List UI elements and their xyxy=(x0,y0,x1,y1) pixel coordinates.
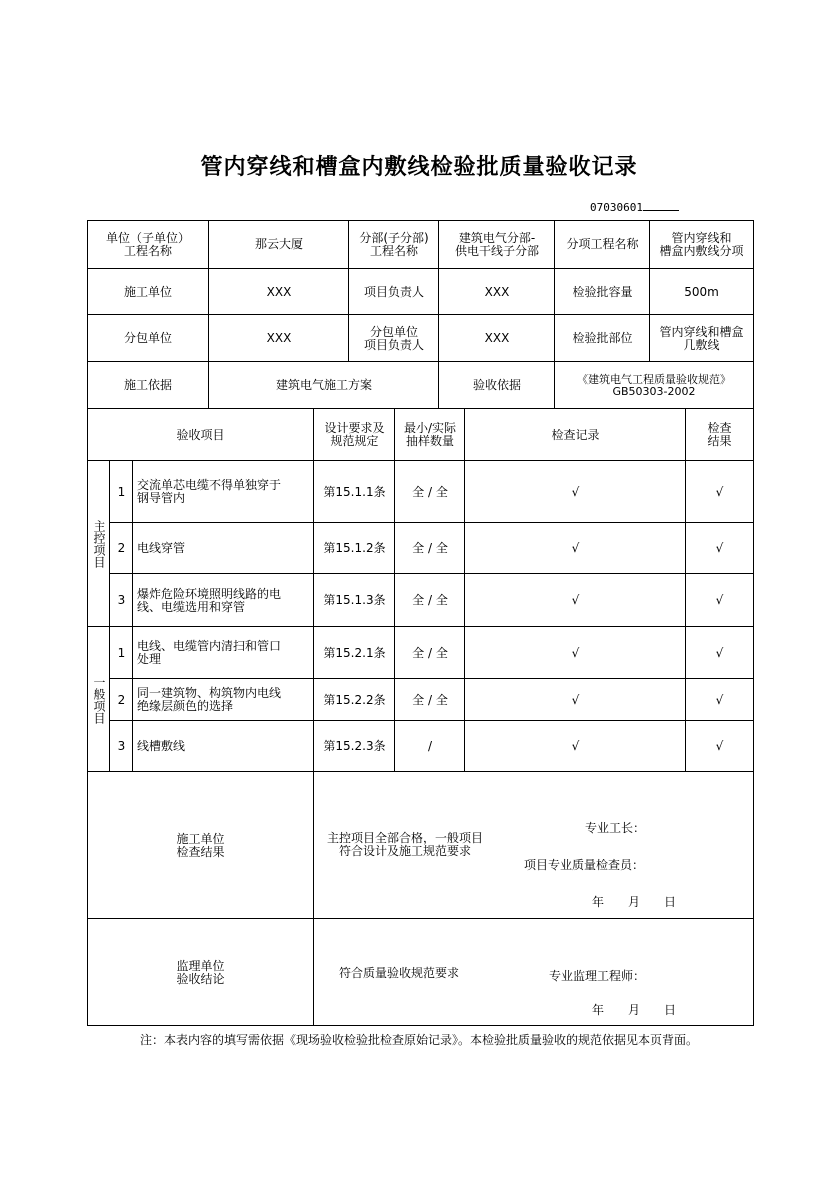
row-result-check: √ xyxy=(715,541,724,555)
sub-project-label: 分部(子分部) 工程名称 xyxy=(359,230,429,258)
construction-date: 年 月 日 xyxy=(592,895,677,909)
general-group-text: 一般项目 xyxy=(92,675,106,724)
row-clause: 第15.1.3条 xyxy=(323,593,386,607)
row-sample: 全 / 全 xyxy=(412,541,448,555)
sub-manager-value: XXX xyxy=(484,331,510,345)
row-number: 2 xyxy=(117,541,126,555)
form-code xyxy=(590,200,679,214)
engineer-signature-label: 专业监理工程师： xyxy=(549,969,646,983)
row-description: 电线、电缆管内清扫和管口 处理 xyxy=(137,639,282,666)
row-number: 3 xyxy=(117,739,126,753)
row-record-check: √ xyxy=(571,484,580,499)
general-group-label xyxy=(87,627,110,772)
subcontractor-value: XXX xyxy=(266,331,292,345)
row-number: 1 xyxy=(117,484,126,499)
row-sample: 全 / 全 xyxy=(412,645,448,660)
sub-project-value: 建筑电气分部- 供电干线子分部 xyxy=(454,230,539,258)
contractor-label: 施工单位 xyxy=(123,284,172,299)
row-description: 爆炸危险环境照明线路的电 线、电缆选用和穿管 xyxy=(137,586,282,614)
row-record-check: √ xyxy=(571,593,580,607)
row-sample: 全 / 全 xyxy=(412,593,448,607)
row-description: 交流单芯电缆不得单独穿于 钢导管内 xyxy=(137,478,282,505)
row-record-check: √ xyxy=(571,692,580,707)
row-sample: 全 / 全 xyxy=(412,692,448,707)
batch-location-label: 检验批部位 xyxy=(572,331,633,345)
row-clause: 第15.1.2条 xyxy=(323,541,386,555)
project-manager-label: 项目负责人 xyxy=(363,284,424,299)
main-control-group-label xyxy=(87,461,110,627)
unit-name-label: 单位（子单位） 工程名称 xyxy=(105,230,190,258)
form-code-blank xyxy=(643,200,679,211)
batch-capacity-value: 500m xyxy=(684,284,719,299)
item-project-label: 分项工程名称 xyxy=(566,237,639,251)
batch-capacity-label: 检验批容量 xyxy=(572,284,633,299)
construction-basis-label: 施工依据 xyxy=(123,378,172,392)
subcontractor-label: 分包单位 xyxy=(123,331,172,345)
supervision-conclusion-label: 监理单位 验收结论 xyxy=(176,958,225,986)
col-header-result: 检查 结果 xyxy=(707,421,732,448)
inspector-signature-label: 项目专业质量检查员： xyxy=(524,858,645,872)
acceptance-basis-value: 《建筑电气工程质量验收规范》 GB50303-2002 xyxy=(577,372,731,398)
row-clause: 第15.2.3条 xyxy=(323,739,386,753)
col-header-item: 验收项目 xyxy=(176,427,225,442)
contractor-value: XXX xyxy=(266,284,292,299)
row-record-check: √ xyxy=(571,645,580,660)
col-header-design: 设计要求及 规范规定 xyxy=(324,421,385,448)
supervision-conclusion: 符合质量验收规范要求 xyxy=(339,966,460,980)
row-description: 线槽敷线 xyxy=(137,739,186,753)
row-clause: 第15.2.1条 xyxy=(323,645,386,660)
row-result-check: √ xyxy=(715,645,724,660)
row-result-check: √ xyxy=(715,484,724,499)
batch-location-value: 管内穿线和槽盒 几敷线 xyxy=(659,324,744,352)
col-header-sample: 最小/实际 抽样数量 xyxy=(403,421,457,448)
row-clause: 第15.1.1条 xyxy=(323,484,386,499)
row-record-check: √ xyxy=(571,541,580,555)
acceptance-basis-label: 验收依据 xyxy=(472,378,521,392)
row-result-check: √ xyxy=(715,739,724,753)
foreman-signature-label: 专业工长： xyxy=(585,821,646,835)
project-manager-value: XXX xyxy=(484,284,510,299)
form-title: 管内穿线和槽盒内敷线检验批质量验收记录 xyxy=(200,154,638,180)
row-clause: 第15.2.2条 xyxy=(323,692,386,707)
row-number: 2 xyxy=(117,692,126,707)
form-code-number: 07030601 xyxy=(590,201,643,214)
construction-conclusion: 主控项目全部合格，一般项目 符合设计及施工规范要求 xyxy=(326,831,483,858)
row-number: 3 xyxy=(117,593,126,607)
row-result-check: √ xyxy=(715,692,724,707)
row-number: 1 xyxy=(117,645,126,660)
item-project-value: 管内穿线和 槽盒内敷线分项 xyxy=(659,230,744,258)
col-header-record: 检查记录 xyxy=(551,427,600,442)
row-sample: 全 / 全 xyxy=(412,484,448,499)
construction-basis-value: 建筑电气施工方案 xyxy=(275,378,372,392)
row-description: 电线穿管 xyxy=(137,541,186,555)
unit-name-value: 那云大厦 xyxy=(254,237,303,251)
sub-manager-label: 分包单位 项目负责人 xyxy=(363,324,424,352)
construction-result-label: 施工单位 检查结果 xyxy=(176,831,225,859)
footnote: 注：本表内容的填写需依据《现场验收检验批检查原始记录》。本检验批质量验收的规范依据见本页背面。 xyxy=(139,1033,698,1047)
row-description: 同一建筑物、构筑物内电线 绝缘层颜色的选择 xyxy=(137,686,282,713)
row-record-check: √ xyxy=(571,739,580,753)
supervision-date: 年 月 日 xyxy=(592,1003,677,1017)
row-sample: / xyxy=(427,739,433,753)
main-control-group-text: 主控项目 xyxy=(92,520,106,568)
row-result-check: √ xyxy=(715,593,724,607)
